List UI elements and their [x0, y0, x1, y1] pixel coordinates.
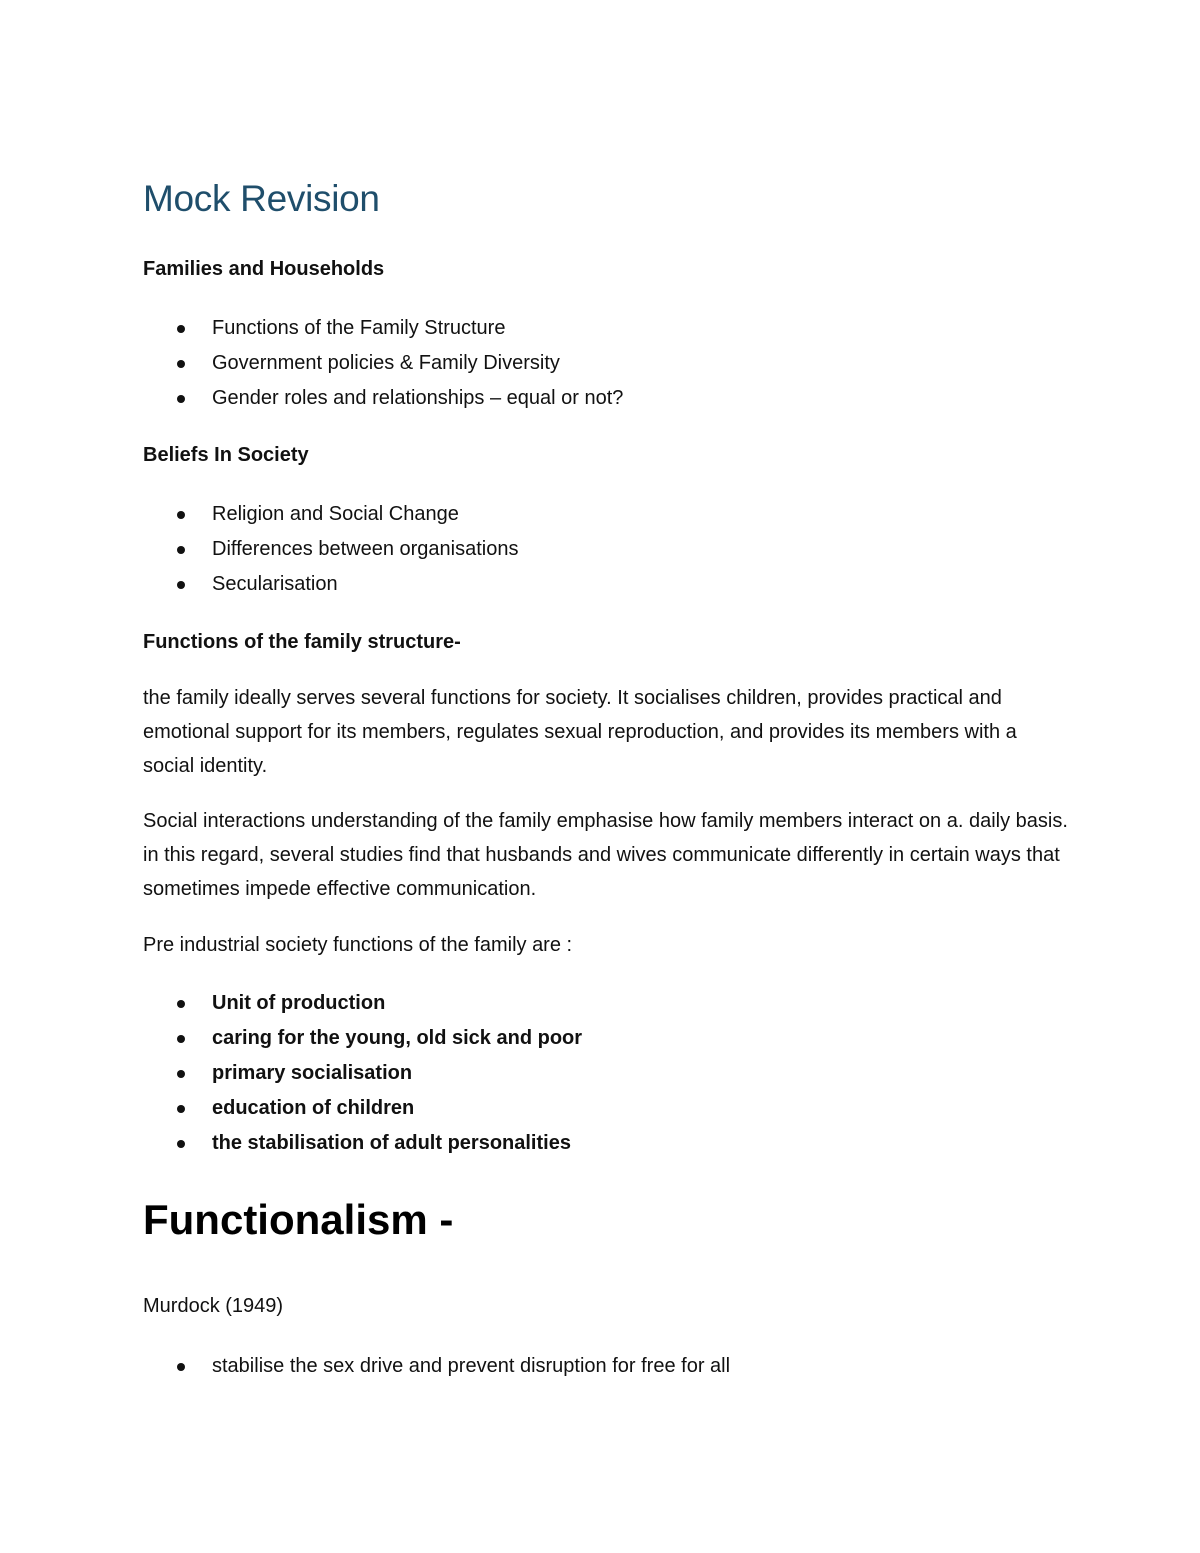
bullet-icon [177, 1070, 185, 1078]
murdock-functions-list [143, 1349, 730, 1384]
bullet-icon [177, 1140, 185, 1148]
paragraph-pre-industrial: Pre industrial society functions of the family are : [143, 934, 573, 956]
bullet-icon [177, 360, 185, 368]
list-item: Secularisation [143, 567, 518, 602]
list-item: primary socialisation [143, 1056, 582, 1091]
list-item: the stabilisation of adult personalities [143, 1126, 582, 1161]
list-item: Unit of production [143, 986, 582, 1021]
list-item: caring for the young, old sick and poor [143, 1021, 582, 1056]
list-item: stabilise the sex drive and prevent disruption for free for all [143, 1349, 730, 1384]
list-item: Functions of the Family Structure [143, 311, 623, 346]
bullet-icon [177, 325, 185, 333]
list-item: Religion and Social Change [143, 497, 518, 532]
section-heading-families: Families and Households [143, 258, 385, 280]
list-item: Gender roles and relationships – equal or not? [143, 381, 623, 416]
bullet-icon [177, 511, 185, 519]
functions-heading: Functions of the family structure- [143, 631, 461, 653]
murdock-label: Murdock (1949) [143, 1295, 284, 1317]
list-item: education of children [143, 1091, 582, 1126]
bullet-icon [177, 1000, 185, 1008]
bullet-icon [177, 546, 185, 554]
paragraph-functions: the family ideally serves several functions for society. It socialises children, provides practical and emotional support for its members, regulates sexual reproduction, and provides its members with a social identity. [143, 687, 1017, 777]
section-heading-beliefs: Beliefs In Society [143, 444, 309, 466]
families-topic-list [143, 311, 623, 416]
bullet-icon [177, 1363, 185, 1371]
bullet-icon [177, 1105, 185, 1113]
bullet-icon [177, 395, 185, 403]
bullet-icon [177, 581, 185, 589]
functionalism-heading: Functionalism - [143, 1196, 454, 1243]
list-item: Differences between organisations [143, 532, 518, 567]
paragraph-social-interactions: Social interactions understanding of the family emphasise how family members interact on a. daily basis. in this regard, several studies find that husbands and wives communicate differently in certain ways that sometimes impede effective communication. [143, 810, 1068, 900]
beliefs-topic-list [143, 497, 518, 602]
document-title: Mock Revision [143, 178, 380, 219]
bullet-icon [177, 1035, 185, 1043]
pre-industrial-functions-list [143, 986, 582, 1161]
list-item: Government policies & Family Diversity [143, 346, 623, 381]
